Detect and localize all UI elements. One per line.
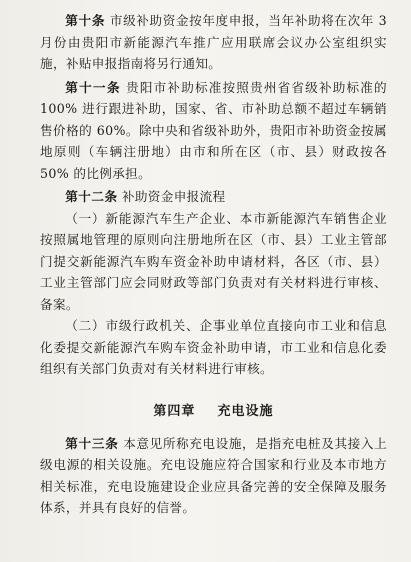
article-11 (40, 77, 387, 185)
article-12 (40, 186, 387, 208)
article-11-lead: 第十一条 (65, 79, 121, 95)
article-10-body: 市级补助资金按年度申报，当年补助将在次年 3 月份由贵阳市新能源汽车推广应用联席会议办公室组织实施，补贴申报指南将另行通知。 (40, 13, 387, 71)
article-10 (40, 10, 387, 75)
article-13-lead: 第十三条 (65, 435, 119, 451)
chapter-number: 第四章 (153, 403, 196, 419)
chapter-heading (40, 400, 387, 419)
article-13 (40, 433, 387, 519)
article-11-body: 贵阳市补助标准按照贵州省省级补助标准的 100% 进行跟进补助，国家、省、市补助总额不超过车辆销售价格的 60%。除中央和省级补助外，贵阳市补助资金按属地原则（车辆注册地）由市和所在区（市、县）财政按各 50% 的比例承担。 (40, 79, 388, 181)
article-12-body: 补助资金申报流程 (117, 189, 226, 204)
list-item-1: （一）新能源汽车生产企业、本市新能源汽车销售企业按照属地管理的原则向注册地所在区（市、县）工业主管部门提交新能源汽车购车资金补助申请材料，各区（市、县）工业主管部门应会同财政等部门负责对有关材料进行审核、备案。 (40, 210, 387, 312)
article-12-lead: 第十二条 (65, 189, 118, 204)
list-item-2: （二）市级行政机关、企事业单位直接向市工业和信息化委提交新能源汽车购车资金补助申请，市工业和信息化委组织有关部门负责对有关材料进行审核。 (40, 318, 387, 376)
article-13-body: 本意见所称充电设施，是指充电桩及其接入上级电源的相关设施。充电设施应符合国家和行业及本市地方相关标准，充电设施建设企业应具备完善的安全保障及服务体系，并具有良好的信誉。 (40, 435, 388, 515)
chapter-title: 充电设施 (217, 403, 274, 419)
article-10-lead: 第十条 (65, 13, 106, 28)
